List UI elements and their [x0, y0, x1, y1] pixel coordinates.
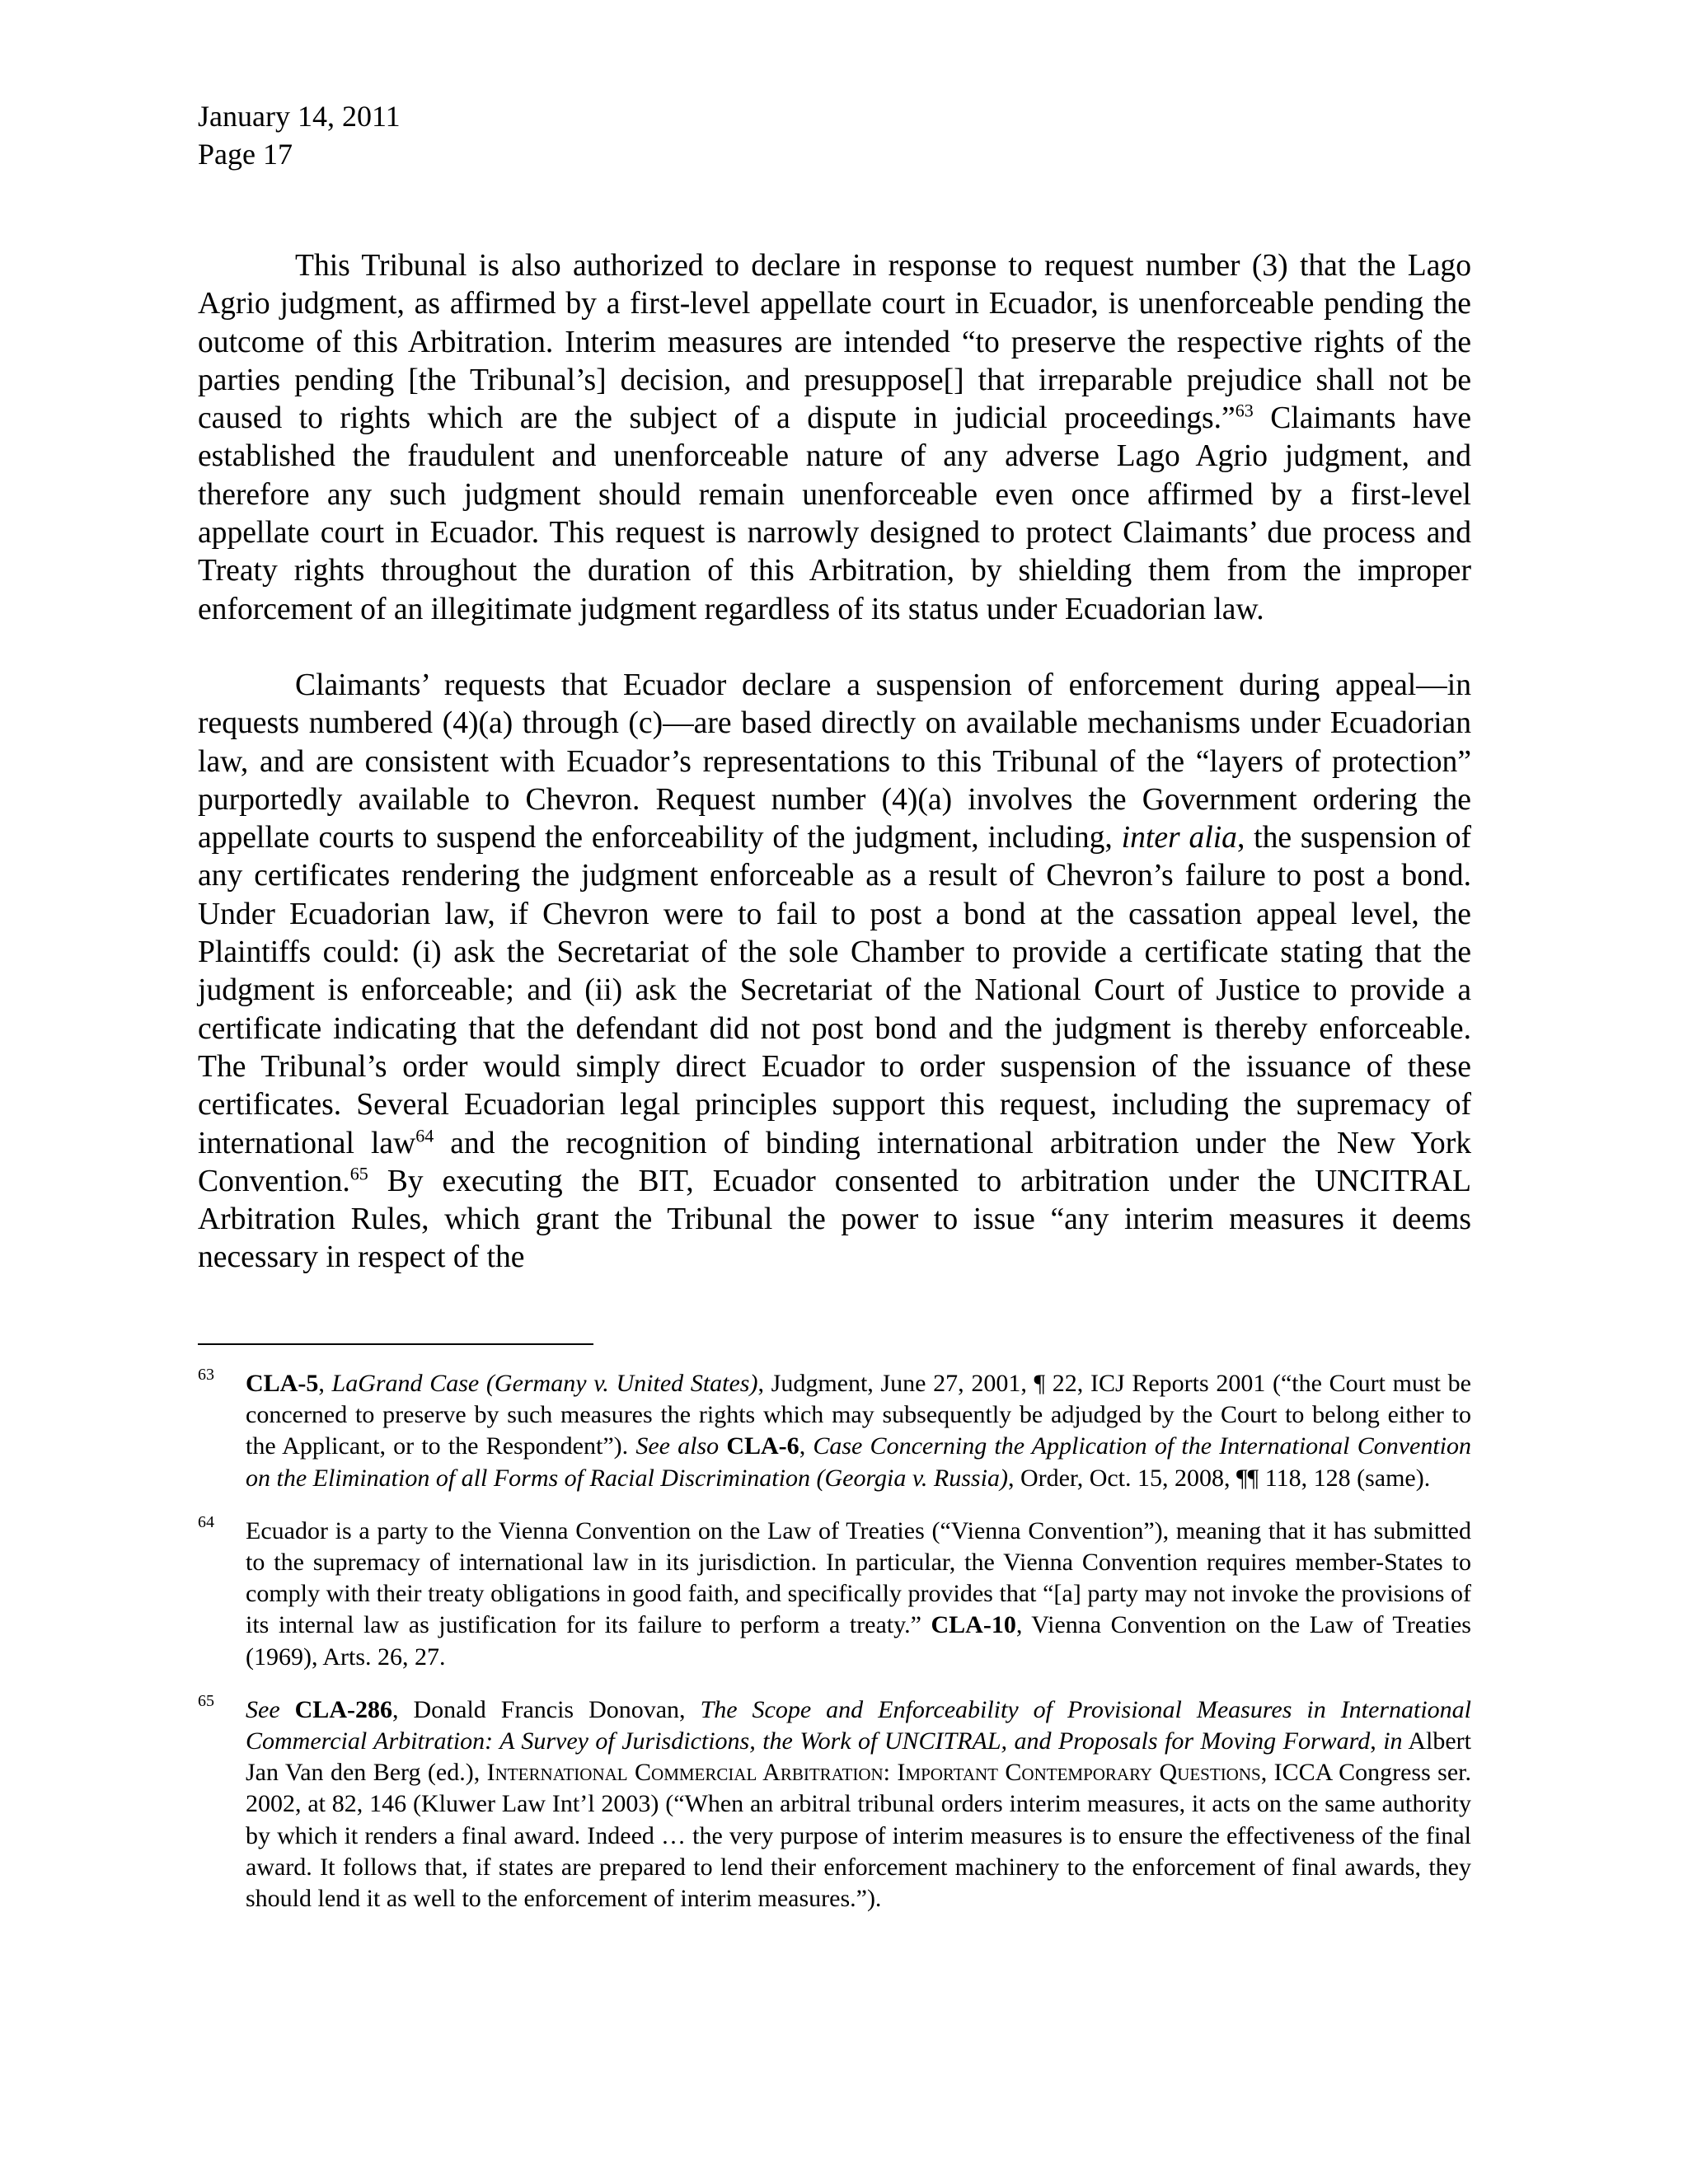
fn-text — [280, 1696, 295, 1723]
header-page-number: Page 17 — [198, 138, 293, 171]
fn-text: , Judgment, June 27, 2001, ¶ 22, ICJ Reports 2001 (“the Court must be concerned to preserve by such measures the rights which may subsequently be adjudged by the Court to belong either to the Applicant, or to the Respondent”). — [246, 1370, 1471, 1460]
case-title: LaGrand Case (Germany v. United States) — [331, 1370, 758, 1397]
footnote-separator — [198, 1343, 593, 1345]
case-title: Case Concerning the Application of the International Convention on the Elimination of all Forms of Racial Discrimination (Georgia v. Russia) — [246, 1432, 1472, 1492]
p1-text-a: This Tribunal is also authorized to declare in response to request number (3) that the Lago Agrio judgment, as affirmed by a first-level appellate court in Ecuador, is unenforceable pending the outcome of this Arbitration. Interim measures are intended “to preserve the respective rights of the parties pending [the Tribunal’s] decision, and presuppose[] that irreparable prejudice shall not be caused to rights which are the subject of a dispute in judicial proceedings.” — [198, 249, 1471, 436]
citation-cla-5: CLA-5 — [246, 1370, 319, 1397]
fn-text: , — [799, 1432, 814, 1460]
p2-italic-inter-alia: inter alia — [1121, 821, 1237, 855]
paragraph-2 — [198, 667, 1471, 1277]
footnote-64 — [198, 1512, 1471, 1673]
fn-text: , Donald Francis Donovan, — [392, 1695, 701, 1723]
fn-text: Albert Jan Van den Berg (ed.), — [246, 1727, 1471, 1787]
fn-text — [719, 1432, 726, 1460]
page-header — [198, 97, 401, 173]
p2-text-c: and the recognition of binding international arbitration under the New York Convention. — [198, 1126, 1471, 1198]
p1-text-b: Claimants have established the fraudulent and unenforceable nature of any adverse Lago Agrio judgment, and therefore any such judgment should remain unenforceable even once affirmed by a first-level appellate court in Ecuador. This request is narrowly designed to protect Claimants’ due process and Treaty rights throughout the duration of this Arbitration, by shielding them from the improper enforcement of an illegitimate judgment regardless of its status under Ecuadorian law. — [198, 401, 1471, 626]
footnote-ref-64[interactable]: 64 — [415, 1125, 434, 1146]
paragraph-1 — [198, 247, 1471, 629]
body-text — [198, 247, 1471, 1277]
p2-text-b: , the suspension of any certificates rendering the judgment enforceable as a result of Chevron’s failure to post a bond. Under Ecuadorian law, if Chevron were to fail to post a bond at the cassation appeal level, the Plaintiffs could: (i) ask the Secretariat of the sole Chamber to provide a certificate stating that the judgment is enforceable; and (ii) ask the Secretariat of the National Court of Justice to provide a certificate indicating that the defendant did not post bond and the judgment is thereby enforceable. The Tribunal’s order would simply direct Ecuador to order suspension of the issuance of these certificates. Several Ecuadorian legal principles support this request, including the supremacy of international law — [198, 821, 1472, 1160]
footnote-number: 65 — [198, 1691, 214, 1710]
footnote-65 — [198, 1691, 1472, 1915]
fn-text: , — [318, 1370, 332, 1397]
p2-text-d: By executing the BIT, Ecuador consented to arbitration under the UNCITRAL Arbitration Rules, which grant the Tribunal the power to issue “any interim measures it deems necessary in respect of the — [198, 1164, 1471, 1275]
footnote-ref-65[interactable]: 65 — [349, 1163, 368, 1184]
footnote-number: 64 — [198, 1512, 214, 1531]
citation-cla-6: CLA-6 — [726, 1432, 799, 1460]
fn-text: , Order, Oct. 15, 2008, ¶¶ 118, 128 (same). — [1007, 1464, 1431, 1492]
signal-see: See — [246, 1695, 280, 1723]
fn-text: , ICCA Congress ser. 2002, at 82, 146 (Kluwer Law Int’l 2003) (“When an arbitral tribunal orders interim measures, it acts on the same authority by which it renders a final award. Indeed … the very purpose of interim measures is to ensure the effectiveness of the final award. It follows that, if states are prepared to lend their enforcement machinery to the enforcement of final awards, they should lend it as well to the enforcement of interim measures.”). — [246, 1759, 1471, 1913]
article-title: The Scope and Enforceability of Provisional Measures in International Commercial Arbitration: A Survey of Jurisdictions, the Work of UNCITRAL, and Proposals for Moving Forward — [246, 1695, 1472, 1755]
signal-see-also: See also — [635, 1432, 720, 1460]
fn-text: , — [1370, 1727, 1384, 1755]
footnote-63 — [198, 1368, 1471, 1494]
footnotes — [198, 1368, 1471, 1915]
footnote-number: 63 — [198, 1366, 214, 1384]
citation-cla-10: CLA-10 — [931, 1611, 1016, 1639]
fn-text: Ecuador is a party to the Vienna Convention on the Law of Treaties (“Vienna Convention”), meaning that it has submitted to the supremacy of international law in its jurisdiction. In particular, the Vienna Convention requires member-States to comply with their treaty obligations in good faith, and specifically provides that “[a] party may not invoke the provisions of its internal law as justification for its failure to perform a treaty.” — [246, 1516, 1471, 1639]
citation-cla-286: CLA-286 — [294, 1695, 392, 1723]
fn-text: , Vienna Convention on the Law of Treaties (1969), Arts. 26, 27. — [246, 1611, 1471, 1671]
signal-in: in — [1383, 1727, 1403, 1755]
p2-text-a: Claimants’ requests that Ecuador declare a suspension of enforcement during appeal—in requests numbered (4)(a) through (c)—are based directly on available mechanisms under Ecuadorian law, and are consistent with Ecuador’s representations to this Tribunal of the “layers of protection” purportedly available to Chevron. Request number (4)(a) involves the Government ordering the appellate courts to suspend the enforceability of the judgment, including, — [198, 668, 1471, 855]
footnote-ref-63[interactable]: 63 — [1235, 400, 1254, 421]
header-date: January 14, 2011 — [198, 100, 401, 133]
book-title: International Commercial Arbitration: Important Contemporary Questions — [486, 1759, 1261, 1787]
